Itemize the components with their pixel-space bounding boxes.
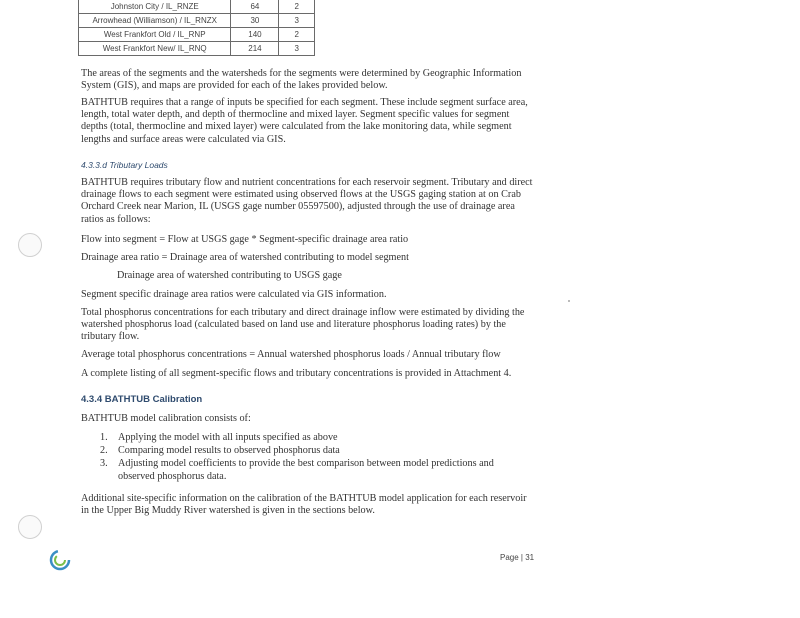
list-number: 2. [100,445,108,457]
segment-table [78,0,315,56]
paragraph-phosphorus: Total phosphorus concentrations for each tributary and direct drainage inflow were estimated by dividing the watershed phosphorus load (calculated based on land use and literature phosphorus loading rates) by the tributary flow. [81,307,525,343]
area-cell: 30 [231,14,279,28]
paragraph-inputs: BATHTUB requires that a range of inputs be specified for each segment. These include segment surface area, length, total water depth, and depth of thermocline and mixed layer. Segment specific values for segment depths (total, thermocline and mixed layer) were calculated from the lake monitoring data, while segment lengths and surface areas were calculated via GIS. [81,97,528,145]
calibration-steps [100,432,530,484]
paragraph-attachment: A complete listing of all segment-specific flows and tributary concentrations is provided in Attachment 4. [81,368,512,379]
area-cell: 140 [231,28,279,42]
table-row [79,42,315,56]
segment-name-cell: West Frankfort Old / IL_RNP [79,28,231,42]
list-text: Adjusting model coefficients to provide the best comparison between model predictions and observed phosphorus data. [118,458,494,482]
segment-name-cell: Johnston City / IL_RNZE [79,0,231,14]
paragraph-tributary: BATHTUB requires tributary flow and nutrient concentrations for each reservoir segment. Tributary and direct drainage flows to each segment were estimated using observed flows at the USGS gaging station at on Crab Orchard Creek near Marion, IL (USGS gage number 05597500), adjusted through the use of drainage area ratios as follows: [81,177,533,225]
list-number: 3. [100,458,108,470]
page-number: Page | 31 [500,553,535,562]
equation-flow: Flow into segment = Flow at USGS gage * Segment-specific drainage area ratio [81,234,409,245]
hole-punch-mark [18,515,42,539]
paragraph-additional: Additional site-specific information on the calibration of the BATHTUB model application for each reservoir in the Upper Big Muddy River watershed is given in the sections below. [81,493,527,517]
list-item [100,432,530,444]
heading-tributary-loads: 4.3.3.d Tributary Loads [81,160,168,170]
hole-punch-mark [18,233,42,257]
area-cell: 64 [231,0,279,14]
paragraph-areas: The areas of the segments and the watersheds for the segments were determined by Geographic Information System (GIS), and maps are provided for each of the lakes provided below. [81,68,522,92]
list-item [100,458,530,482]
company-logo-icon [49,549,71,571]
area-cell: 214 [231,42,279,56]
list-number: 1. [100,432,108,443]
table-row [79,0,315,14]
segment-count-cell: 3 [279,42,315,56]
segment-count-cell: 3 [279,14,315,28]
segment-count-cell: 2 [279,28,315,42]
list-text: Comparing model results to observed phosphorus data [118,445,340,457]
equation-phosphorus: Average total phosphorus concentrations = Annual watershed phosphorus loads / Annual tributary flow [81,349,501,360]
segment-count-cell: 2 [279,0,315,14]
table-row [79,28,315,42]
table-row [79,14,315,28]
equation-ratio-numerator: Drainage area ratio = Drainage area of watershed contributing to model segment [81,252,409,263]
scan-speck [568,300,570,302]
list-item [100,445,530,457]
heading-calibration: 4.3.4 BATHTUB Calibration [81,394,203,405]
list-text: Applying the model with all inputs specified as above [118,432,338,443]
segment-name-cell: West Frankfort New/ IL_RNQ [79,42,231,56]
paragraph-calibration-intro: BATHTUB model calibration consists of: [81,413,251,424]
paragraph-gis: Segment specific drainage area ratios were calculated via GIS information. [81,289,387,300]
segment-name-cell: Arrowhead (Williamson) / IL_RNZX [79,14,231,28]
equation-ratio-denominator: Drainage area of watershed contributing to USGS gage [117,270,342,281]
